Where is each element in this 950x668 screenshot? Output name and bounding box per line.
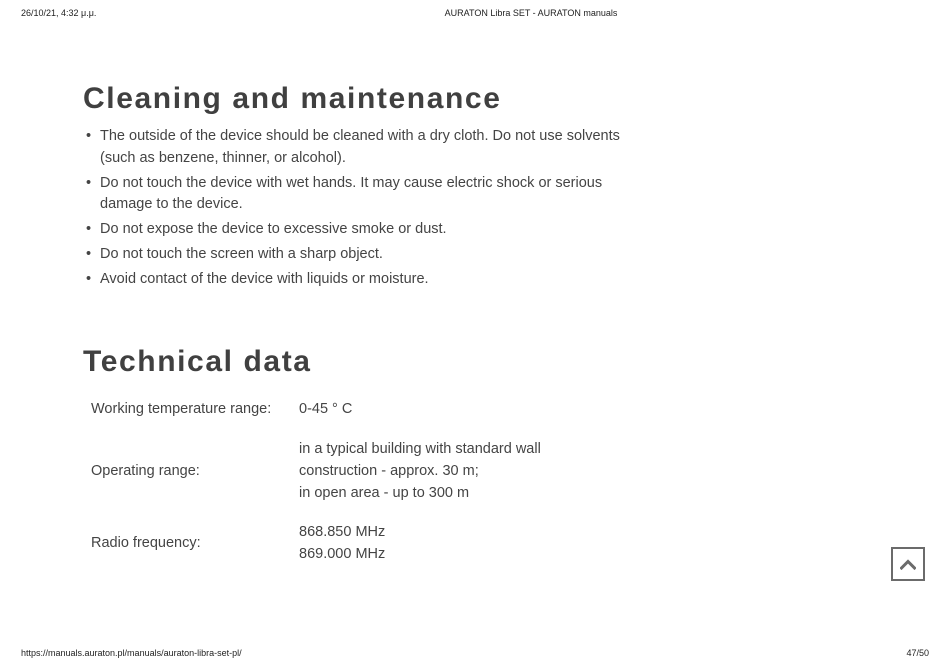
list-item: • Do not touch the device with wet hands. It may cause electric shock or serious damage to the device.	[100, 173, 620, 216]
spec-value-line: in a typical building with standard wall	[299, 441, 541, 457]
spec-value-operating-range	[299, 438, 541, 504]
technical-data-heading: Technical data	[83, 345, 312, 378]
scroll-to-top-button[interactable]	[891, 547, 925, 581]
spec-value-line: construction - approx. 30 m;	[299, 463, 479, 479]
print-datetime: 26/10/21, 4:32 μ.μ.	[21, 8, 97, 18]
cleaning-list	[100, 126, 620, 294]
chevron-up-icon	[900, 558, 916, 570]
spec-value-line: 869.000 MHz	[299, 546, 386, 562]
print-page-title: AURATON Libra SET - AURATON manuals	[444, 8, 618, 18]
spec-value-temperature	[299, 398, 352, 420]
spec-label-radio-frequency: Radio frequency:	[91, 535, 201, 551]
list-item: • Avoid contact of the device with liquids or moisture.	[100, 269, 620, 291]
cleaning-heading: Cleaning and maintenance	[83, 82, 502, 115]
spec-value-line: in open area - up to 300 m	[299, 485, 470, 501]
spec-value-radio-frequency	[299, 521, 385, 565]
spec-value-line: 868.850 MHz	[299, 524, 386, 540]
list-item: • The outside of the device should be cleaned with a dry cloth. Do not use solvents (such as benzene, thinner, or alcohol).	[100, 126, 620, 169]
spec-label-temperature: Working temperature range:	[91, 401, 272, 417]
list-item: • Do not expose the device to excessive smoke or dust.	[100, 219, 620, 241]
spec-label-operating-range: Operating range:	[91, 463, 200, 479]
print-page-number: 47/50	[906, 648, 929, 658]
print-url: https://manuals.auraton.pl/manuals/auraton-libra-set-pl/	[21, 648, 242, 658]
list-item: • Do not touch the screen with a sharp object.	[100, 244, 620, 266]
spec-value-line: 0-45 ° C	[299, 401, 353, 417]
